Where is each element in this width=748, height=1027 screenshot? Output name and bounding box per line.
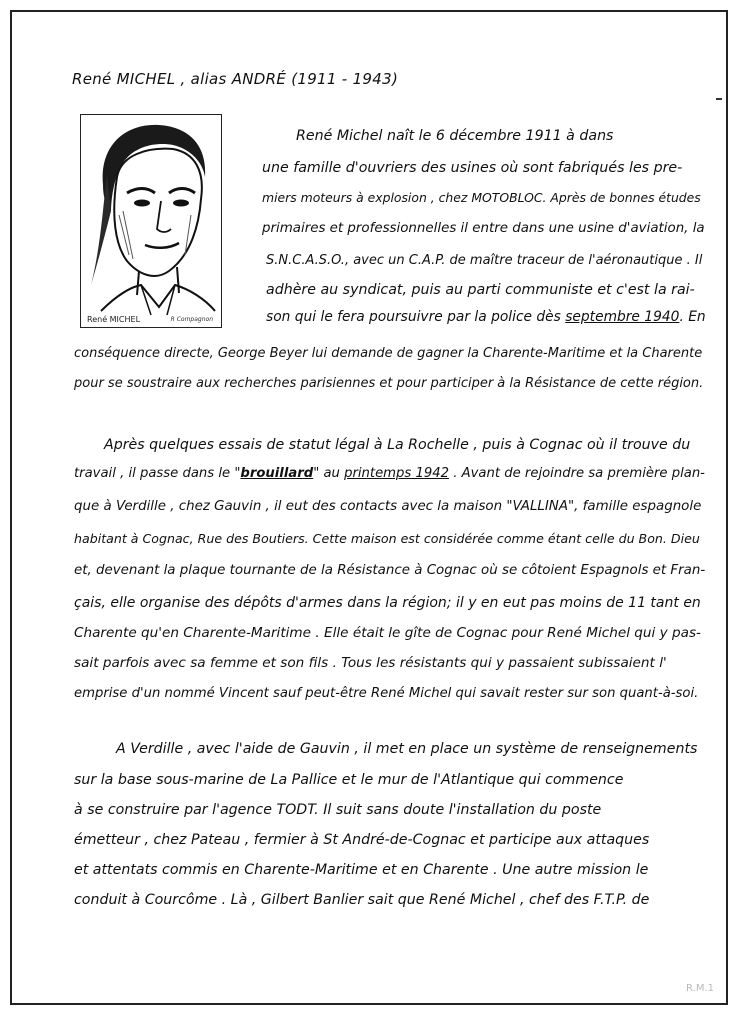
paragraph2-line6: çais, elle organise des dépôts d'armes dans la région; il y en eut pas moins de 11 tant en <box>74 595 701 611</box>
paragraph2-line7: Charente qu'en Charente-Maritime . Elle était le gîte de Cognac pour René Michel qui y pas- <box>74 625 701 641</box>
paragraph1-line9: pour se soustraire aux recherches parisiennes et pour participer à la Résistance de cette région. <box>74 376 704 391</box>
paragraph3-line4: émetteur , chez Pateau , fermier à St André-de-Cognac et participe aux attaques <box>74 832 650 848</box>
paragraph2-line2 <box>74 464 705 484</box>
portrait-caption: René MICHEL <box>87 315 141 324</box>
paragraph1-line8: conséquence directe, George Beyer lui demande de gagner la Charente-Maritime et la Charente <box>74 346 703 361</box>
portrait-signature: R Compagnon <box>170 316 213 323</box>
portrait-image <box>80 114 222 328</box>
paragraph2-line8: sait parfois avec sa femme et son fils . Tous les résistants qui y passaient subissaient l' <box>74 655 667 671</box>
paragraph2-line2-end: . Avant de rejoindre sa première plan- <box>449 466 705 481</box>
paragraph2-line3: que à Verdille , chez Gauvin , il eut des contacts avec la maison "VALLINA", famille espagnole <box>74 499 702 514</box>
paragraph2-line1: Après quelques essais de statut légal à La Rochelle , puis à Cognac où il trouve du <box>104 437 691 453</box>
paragraph3-line6: conduit à Courcôme . Là , Gilbert Banlier sait que René Michel , chef des F.T.P. de <box>74 892 650 908</box>
paragraph1-line6: adhère au syndicat, puis au parti communiste et c'est la rai- <box>266 282 695 298</box>
paragraph1-line3: miers moteurs à explosion , chez MOTOBLOC. Après de bonnes études <box>262 190 701 205</box>
paragraph3-line5: et attentats commis en Charente-Maritime et en Charente . Une autre mission le <box>74 862 649 878</box>
page-title: René MICHEL , alias ANDRÉ (1911 - 1943) <box>72 70 399 88</box>
date-september-1940: septembre 1940 <box>565 309 680 325</box>
paragraph2-line4: habitant à Cognac, Rue des Boutiers. Cette maison est considérée comme étant celle du Bon. Dieu <box>74 531 700 546</box>
paragraph2-line9: emprise d'un nommé Vincent sauf peut-être René Michel qui savait rester sur son quant-à-soi. <box>74 686 699 701</box>
paragraph1-line5: S.N.C.A.S.O., avec un C.A.P. de maître traceur de l'aéronautique . Il <box>266 253 703 268</box>
paragraph3-line1: A Verdille , avec l'aide de Gauvin , il met en place un système de renseignements <box>116 741 698 757</box>
margin-mark <box>716 98 722 100</box>
paragraph1-line7 <box>266 307 706 327</box>
paragraph2-line5: et, devenant la plaque tournante de la Résistance à Cognac où se côtoient Espagnols et Fran- <box>74 563 706 578</box>
paragraph3-line3: à se construire par l'agence TODT. Il suit sans doute l'installation du poste <box>74 802 602 818</box>
paragraph2-line2-start: travail , il passe dans le " <box>74 466 241 481</box>
paragraph1-line2: une famille d'ouvriers des usines où sont fabriqués les pre- <box>262 160 683 176</box>
paragraph1-line4: primaires et professionnelles il entre dans une usine d'aviation, la <box>262 221 705 236</box>
archive-stamp: R.M.1 <box>686 983 714 994</box>
portrait-drawing <box>81 115 220 326</box>
paragraph2-line2-mid: " au <box>313 466 345 481</box>
paragraph1-line7-end: . En <box>679 309 706 325</box>
paragraph1-line7-start: son qui le fera poursuivre par la police dès <box>266 309 566 325</box>
paragraph3-line2: sur la base sous-marine de La Pallice et le mur de l'Atlantique qui commence <box>74 772 624 788</box>
term-brouillard: brouillard <box>240 466 314 481</box>
date-printemps-1942: printemps 1942 <box>344 466 450 481</box>
paragraph1-line1: René Michel naît le 6 décembre 1911 à dans <box>296 128 614 144</box>
